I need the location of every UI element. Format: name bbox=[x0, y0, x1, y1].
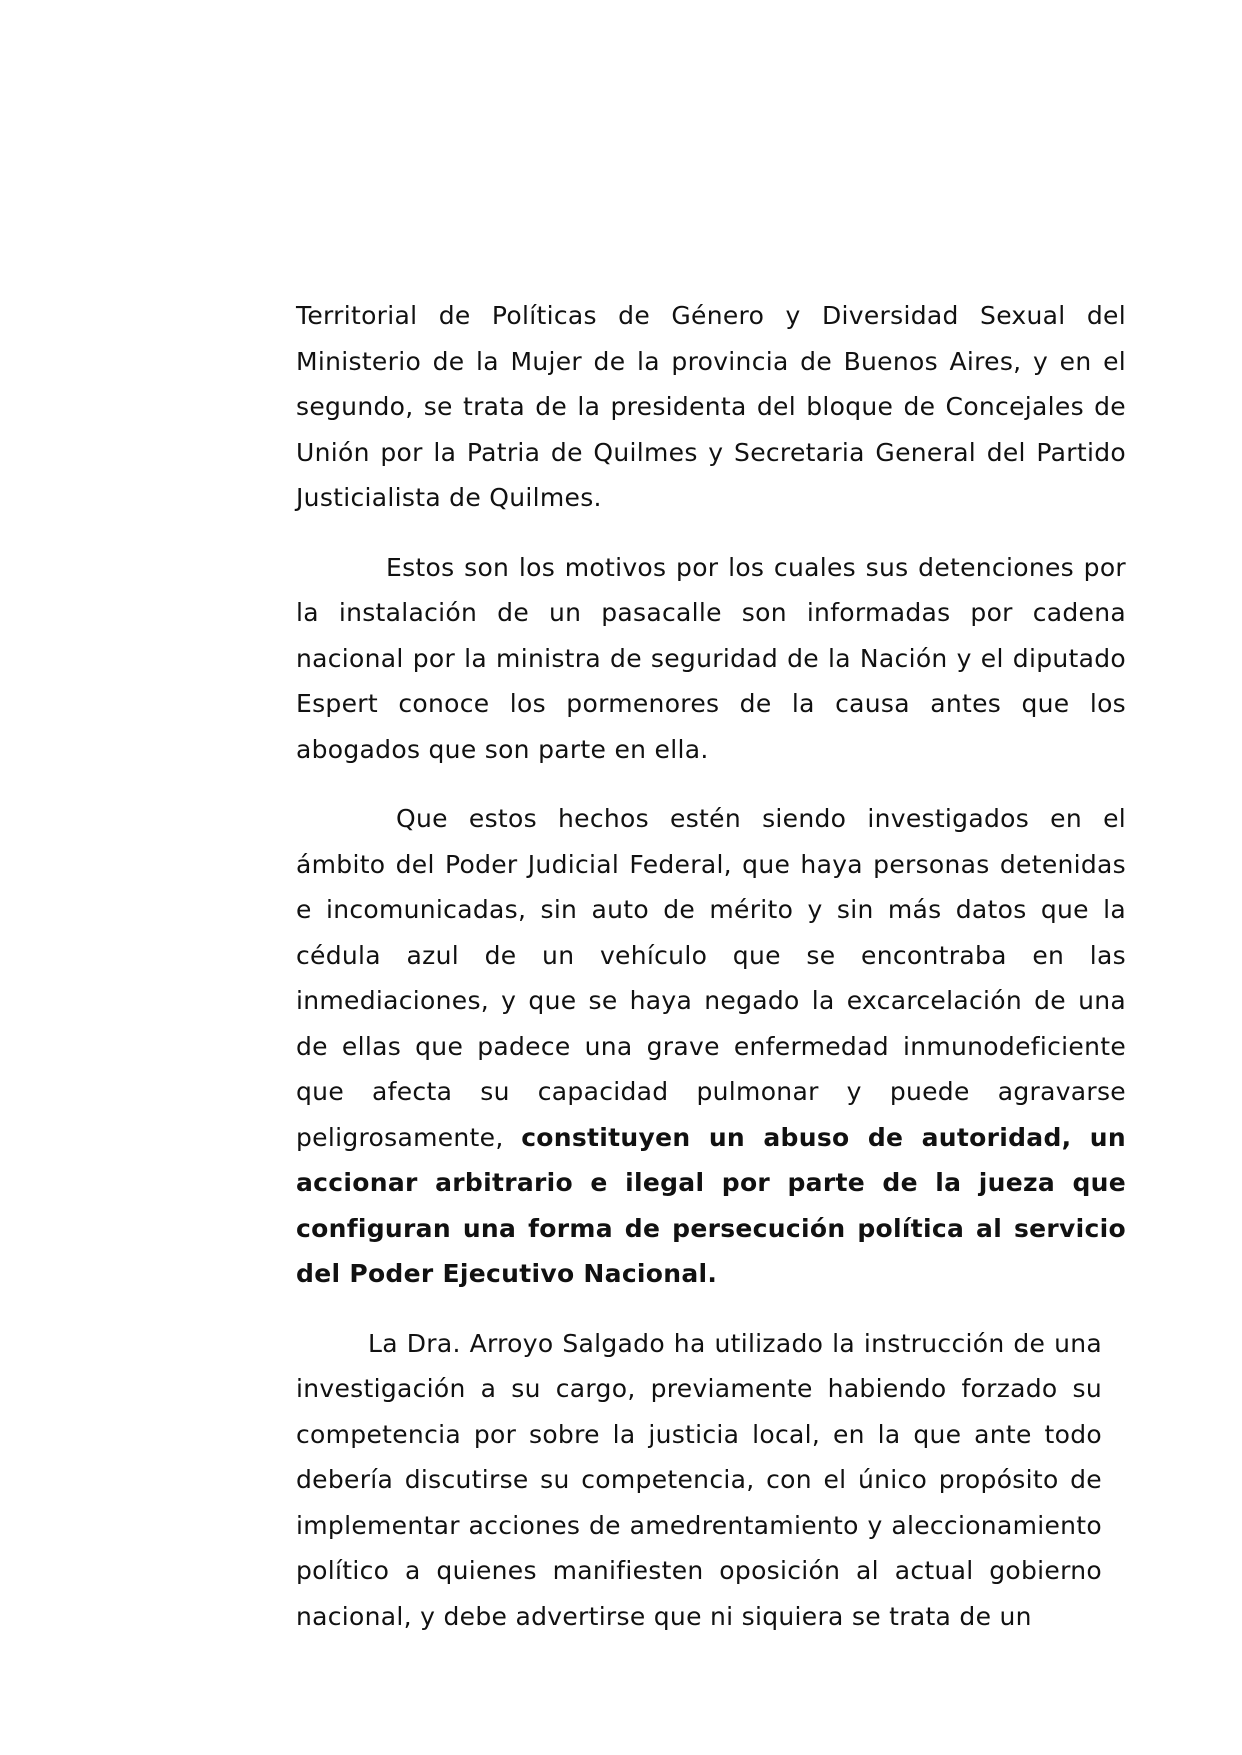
document-body bbox=[296, 293, 1126, 1663]
paragraph-3-bold-text: constituyen un abuso de autoridad, un accionar arbitrario e ilegal por parte de la jueza que configuran una forma de persecución política al servicio del Poder Ejecutivo Nacional. bbox=[296, 1122, 1127, 1288]
paragraph-1 bbox=[296, 293, 1126, 521]
paragraph-4-text: La Dra. Arroyo Salgado ha utilizado la instrucción de una investigación a su cargo, previamente habiendo forzado su competencia por sobre la justicia local, en la que ante todo debería discutirse su competencia, con el único propósito de implementar acciones de amedrentamiento y aleccionamiento político a quienes manifiesten oposición al actual gobierno nacional, y debe advertirse que ni siquiera se trata de un bbox=[296, 1328, 1102, 1631]
paragraph-4 bbox=[296, 1321, 1102, 1640]
paragraph-3 bbox=[296, 796, 1126, 1297]
paragraph-1-text: Territorial de Políticas de Género y Diversidad Sexual del Ministerio de la Mujer de la provincia de Buenos Aires, y en el segundo, se trata de la presidenta del bloque de Concejales de Unión por la Patria de Quilmes y Secretaria General del Partido Justicialista de Quilmes. bbox=[296, 301, 1126, 512]
paragraph-3-text: Que estos hechos estén siendo investigados en el ámbito del Poder Judicial Federal, que haya personas detenidas e incomunicadas, sin auto de mérito y sin más datos que la cédula azul de un vehículo que se encontraba en las inmediaciones, y que se haya negado la excarcelación de una de ellas que padece una grave enfermedad inmunodeficiente que afecta su capacidad pulmonar y puede agravarse peligrosamente, bbox=[296, 804, 1126, 1152]
paragraph-2 bbox=[296, 545, 1126, 773]
paragraph-2-text: Estos son los motivos por los cuales sus detenciones por la instalación de un pasacalle son informadas por cadena nacional por la ministra de seguridad de la Nación y el diputado Espert conoce los pormenores de la causa antes que los abogados que son parte en ella. bbox=[296, 552, 1126, 764]
